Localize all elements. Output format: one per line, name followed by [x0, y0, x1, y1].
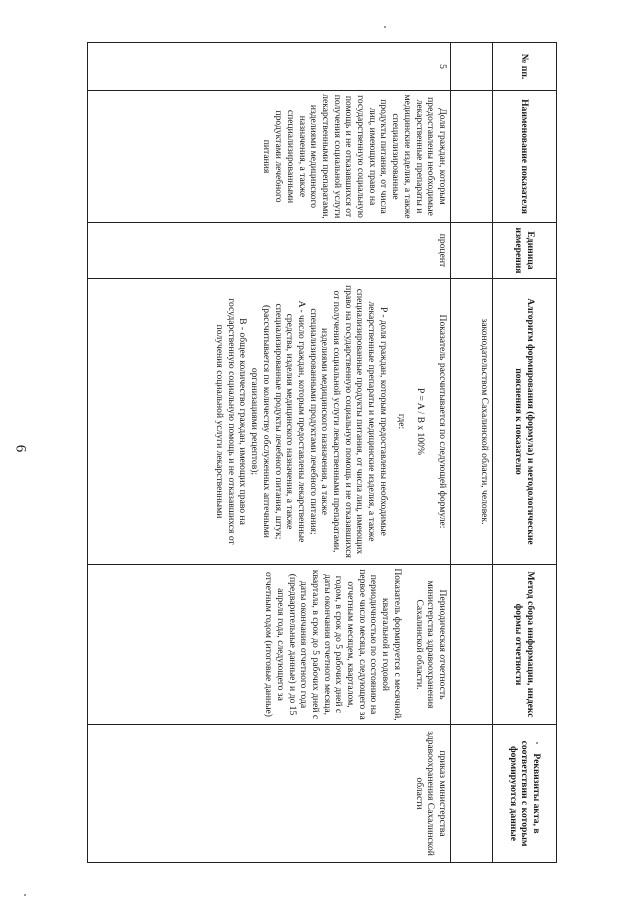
cell-empty — [451, 223, 493, 279]
cell-empty — [451, 725, 493, 863]
cell-name: Доля граждан, которым предоставлены необходимые лекарственные препараты и медицинские изделия, а также специализированные продукты питания, от числа лиц, имеющих право на государственную социальную помощь и не отказавшихся от получения социальной услуги лекарственными препаратами, изделиями медицинского назначения, а также специализированными продуктами лечебного питания — [88, 91, 451, 223]
cell-method — [88, 565, 451, 725]
method-periodicity: Показатель формируется с месячной, квартальной и годовой периодичностью по состоянию на первое число месяца, следующего за отчетным месяцем, кварталом, годом, в срок до 5 рабочих дней с даты окончания отчетного месяца, квартала, в срок до 5 рабочих дней с даты окончания отчетного года (предварительные данные) и до 15 апреля года, следующего за отчетным годом (итоговые данные) — [263, 568, 403, 721]
rotated-table-wrapper — [87, 42, 557, 862]
algorithm-intro: Показатель рассчитывается по следующей формуле: — [437, 314, 448, 529]
formula: P = A / B x 100% — [415, 388, 427, 455]
cell-algorithm — [88, 279, 451, 565]
cell-empty — [451, 91, 493, 223]
scan-speck — [24, 894, 26, 896]
cell-continuation-algorithm: законодательством Сахалинской области, человек. — [451, 279, 493, 565]
cell-empty — [451, 43, 493, 91]
page-number: 6 — [12, 444, 29, 453]
header-requisites: Реквизиты акта, в соответствии с которым формируются данные — [493, 725, 557, 863]
table-row-continuation — [451, 43, 493, 863]
table-header-row — [493, 43, 557, 863]
where-label: где: — [395, 413, 407, 430]
definition-b: B - общее количество граждан, имеющих право на государственную социальную помощь и не отказавшихся от получения социальной услуги лекарственными — [214, 298, 249, 545]
header-unit: Единица измерения — [493, 223, 557, 279]
cell-unit: процент — [88, 223, 451, 279]
header-algorithm: Алгоритм формирования (формула) и методологические пояснения к показателю — [493, 279, 557, 565]
cell-empty — [451, 565, 493, 725]
table-row — [88, 43, 451, 863]
header-name: Наименование показателя — [493, 91, 557, 223]
indicator-table — [87, 42, 557, 863]
definition-p: P - доля граждан, которым предоставлены необходимые лекарственные препараты и медицинские изделия, а также специализированные продукты питания, от числа лиц, имеющих право на государственную социальную помощь и не отказавшихся от получения социальной услуги лекарственными препаратами, изделиями медицинского назначения, а также специализированными продуктами лечебного питания; — [307, 285, 389, 558]
definition-a: A - число граждан, которым предоставлены лекарственные средства, изделия медицинского назначения, а также специализированные продукты лечебного питания, штук; (рассчитывается по количеству обслуженных аптечными организациями рецептов); — [249, 300, 307, 543]
header-method: Метод сбора информации, индекс формы отчетности — [493, 565, 557, 725]
scan-speck — [384, 26, 386, 28]
header-num: № пп. — [493, 43, 557, 91]
cell-requisites: приказ министерства здравоохранения Сахалинской области — [88, 725, 451, 863]
method-source: Периодическая отчетность министерства здравоохранения Сахалинской области. — [413, 580, 448, 709]
cell-num: 5 — [88, 43, 451, 91]
